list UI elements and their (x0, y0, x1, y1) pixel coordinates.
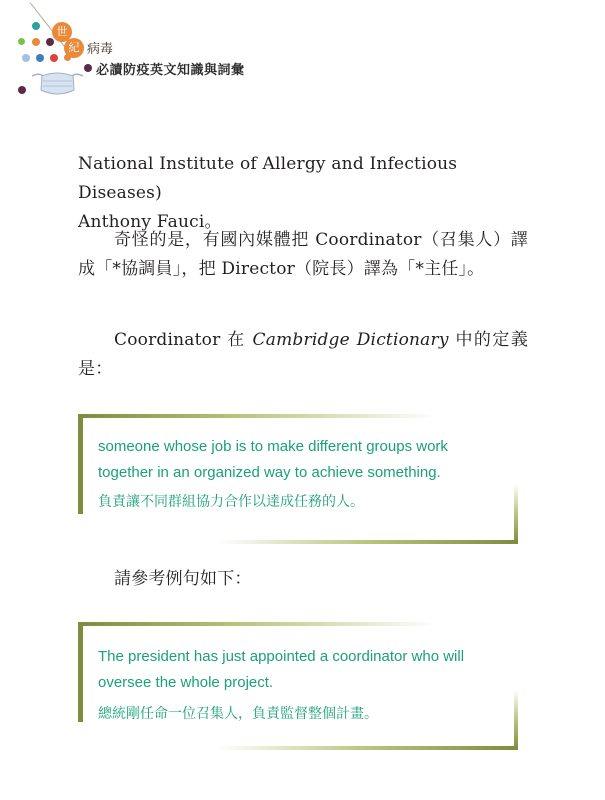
box-border-top (78, 622, 438, 626)
decor-dot (18, 38, 25, 45)
chapter-header (0, 0, 605, 110)
example-english-line: oversee the whole project. (98, 674, 274, 691)
definition-english (98, 434, 508, 486)
decor-dot (50, 54, 58, 62)
title-badge-2: 紀 (64, 38, 84, 58)
institute-line: National Institute of Allergy and Infectious Diseases) (78, 154, 458, 203)
box-border-right (514, 690, 518, 750)
box-border-right (514, 484, 518, 544)
box-border-left (78, 622, 83, 722)
director-name-line: Anthony Fauci。 (78, 212, 222, 232)
definition-english-line: together in an organized way to achieve something. (98, 464, 441, 481)
dictionary-name: Cambridge Dictionary (252, 330, 449, 350)
title-badge-1: 世 (52, 22, 72, 42)
face-mask-icon (30, 68, 85, 98)
example-quote-box (78, 622, 518, 750)
box-border-top (78, 414, 438, 418)
series-subtitle: 必讀防疫英文知識與詞彙 (96, 63, 245, 78)
paragraph-definition-intro (78, 326, 528, 384)
paragraph-translation-note: 奇怪的是，有國內媒體把 Coordinator（召集人）譯成「*協調員」，把 Director（院長）譯為「*主任」。 (78, 230, 528, 279)
box-border-bottom (218, 746, 518, 750)
paragraph-institute (78, 150, 528, 237)
examples-intro: 請參考例句如下： (114, 569, 252, 589)
example-chinese: 總統剛任命一位召集人，負責監督整個計畫。 (98, 706, 378, 722)
definition-chinese: 負責讓不同群組協力合作以達成任務的人。 (98, 494, 364, 510)
decor-dot (46, 38, 54, 46)
subtitle-bullet (84, 64, 92, 72)
decor-dot (32, 38, 40, 46)
definition-quote-box (78, 414, 518, 544)
example-english (98, 644, 508, 696)
example-english-line: The president has just appointed a coordinator who will (98, 648, 465, 665)
decor-dot (36, 54, 44, 62)
decor-dot (32, 22, 40, 30)
box-border-left (78, 414, 83, 514)
decor-dot (22, 54, 30, 62)
definition-intro-prefix: Coordinator 在 (114, 330, 253, 350)
box-border-bottom (218, 540, 518, 544)
definition-intro-suffix: 中的定義是： (78, 330, 529, 379)
series-title: 病毒 (87, 42, 114, 57)
definition-english-line: someone whose job is to make different groups work (98, 438, 448, 455)
decor-dot (18, 86, 26, 94)
